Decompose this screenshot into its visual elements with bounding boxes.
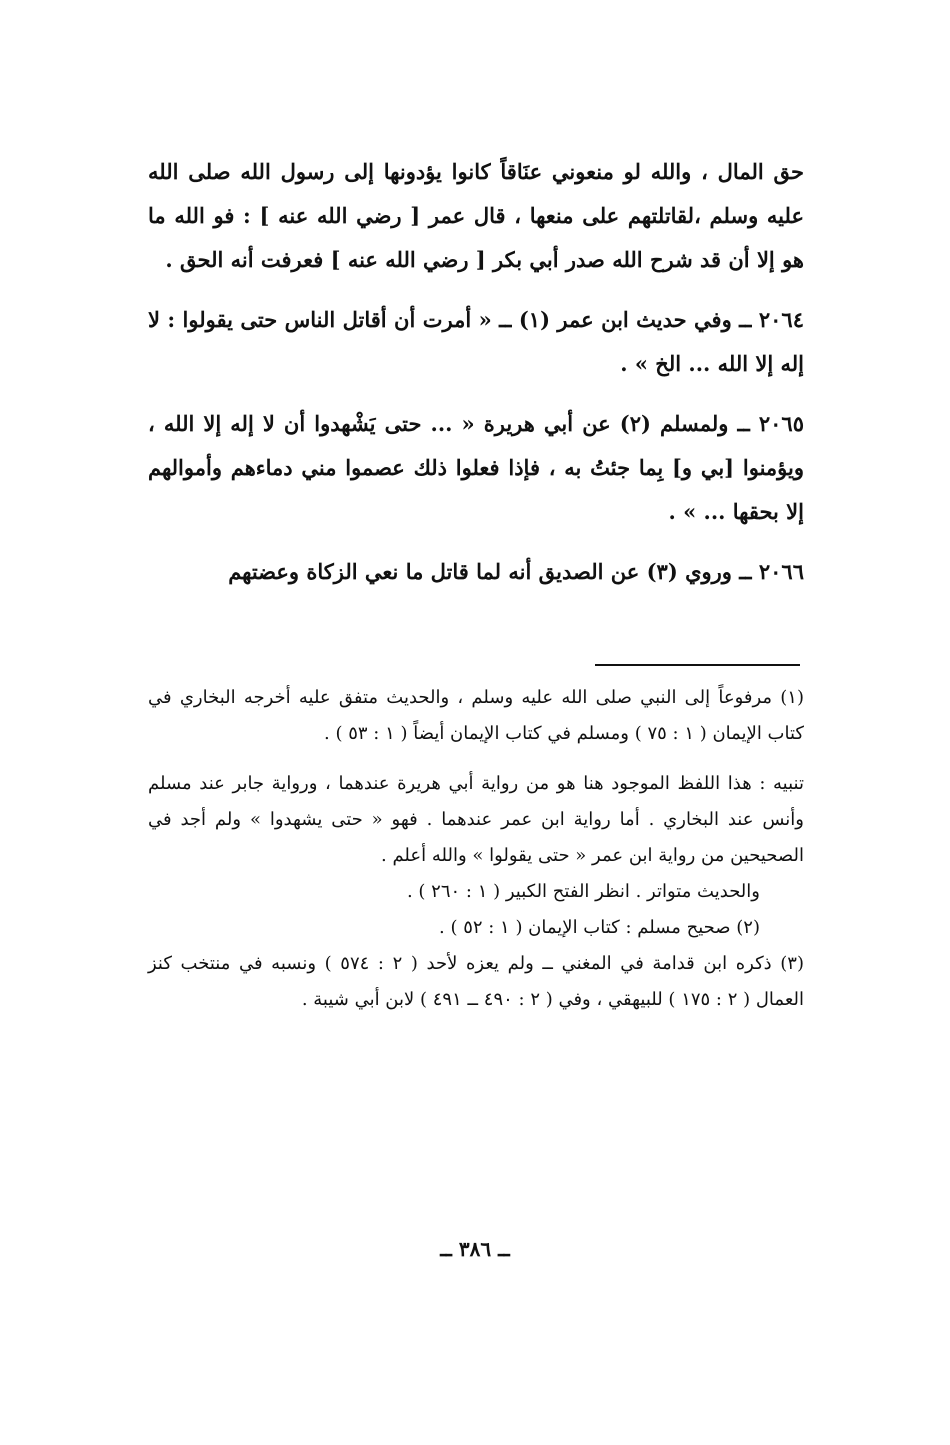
main-text xyxy=(148,150,804,594)
footnote-3: (٣) ذكره ابن قدامة في المغني ــ ولم يعزه لأحد ( ٢ : ٥٧٤ ) ونسبه في منتخب كنز العمال ( ٢ : ١٧٥ ) للبيهقي ، وفي ( ٢ : ٤٩٠ ــ ٤٩١ ) لابن أبي شيبة . xyxy=(148,953,804,1010)
paragraph-2065: ٢٠٦٥ ــ ولمسلم (٢) عن أبي هريرة « ... حتى يَشْهدوا أن لا إله إلا الله ، ويؤمنوا [بي و] بِما جئتُ به ، فإذا فعلوا ذلك عصموا مني دماءهم وأموالهم إلا بحقها ... » . xyxy=(148,411,804,524)
footnote-1: (١) مرفوعاً إلى النبي صلى الله عليه وسلم ، والحديث متفق عليه أخرجه البخاري في كتاب الإيمان ( ١ : ٧٥ ) ومسلم في كتاب الإيمان أيضاً ( ١ : ٥٣ ) . xyxy=(148,687,804,744)
paragraph-2066: ٢٠٦٦ ــ وروي (٣) عن الصديق أنه لما قاتل ما نعي الزكاة وعضتهم xyxy=(228,559,804,584)
footnote-2: (٢) صحيح مسلم : كتاب الإيمان ( ١ : ٥٢ ) . xyxy=(439,917,760,938)
footnote-tawatur: والحديث متواتر . انظر الفتح الكبير ( ١ : ٢٦٠ ) . xyxy=(406,881,760,902)
footnotes xyxy=(148,680,804,1018)
page-number: ــ ٣٨٦ ــ xyxy=(440,1237,510,1261)
footnote-note: تنبيه : هذا اللفظ الموجود هنا هو من رواية أبي هريرة عندهما ، ورواية جابر عند مسلم وأنس عند البخاري . أما رواية ابن عمر عندهما . فهو « حتى يشهدوا » ولم أجد في الصحيحين من رواية ابن عمر « حتى يقولوا » والله أعلم . xyxy=(148,773,804,866)
paragraph-continuation: حق المال ، والله لو منعوني عنَاقاً كانوا يؤدونها إلى رسول الله صلى الله عليه وسلم ،لقاتلتهم على منعها ، قال عمر [ رضي الله عنه ] : فو الله ما هو إلا أن قد شرح الله صدر أبي بكر [ رضي الله عنه ] فعرفت أنه الحق . xyxy=(148,159,804,272)
paragraph-2064: ٢٠٦٤ ــ وفي حديث ابن عمر (١) ــ « أمرت أن أقاتل الناس حتى يقولوا : لا إله إلا الله ... الخ » . xyxy=(148,307,804,376)
footnote-divider xyxy=(595,664,800,666)
